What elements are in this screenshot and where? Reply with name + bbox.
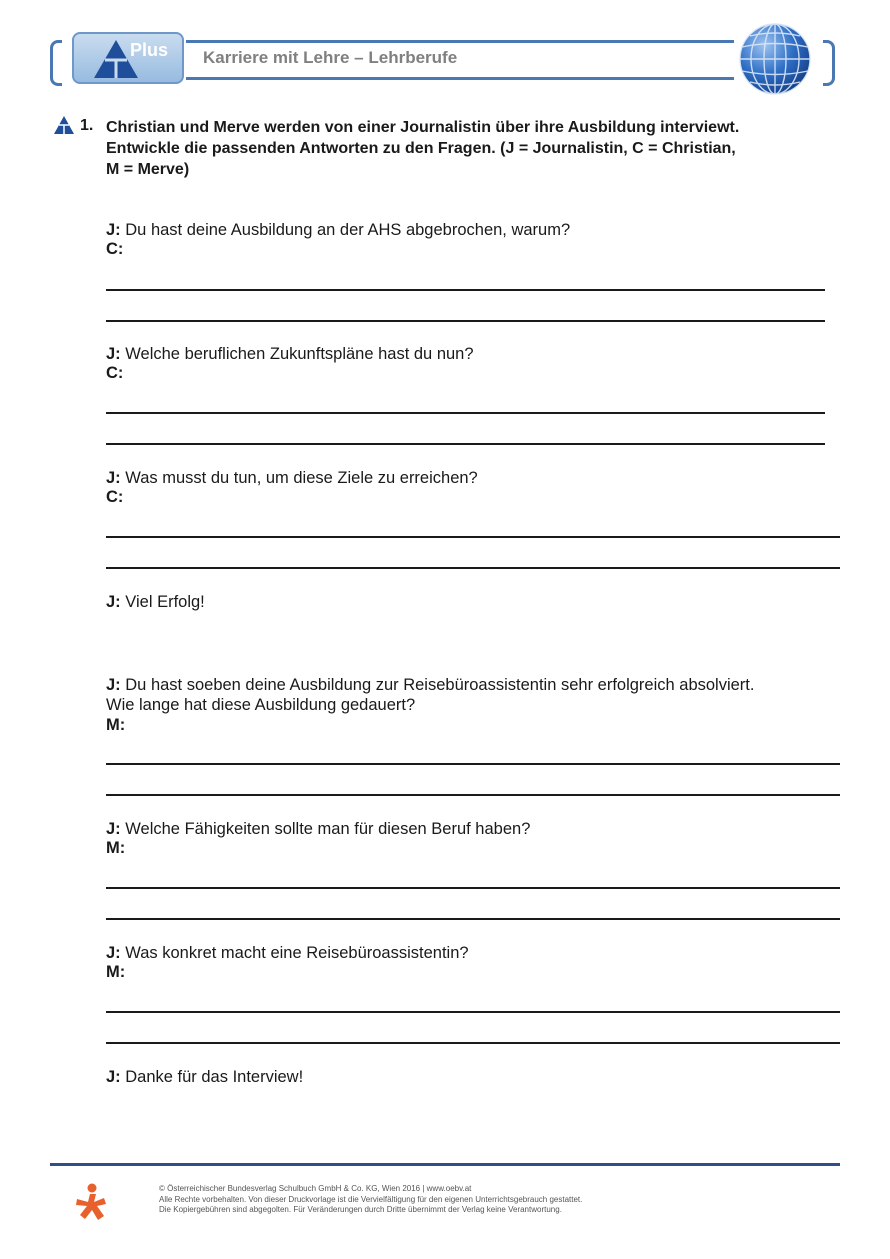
logo-text: Plus [130,40,169,60]
answer-label: M: [106,963,126,981]
question-text: Welche beruflichen Zukunftspläne hast du nun? [125,345,474,363]
header-bracket-right [823,40,835,86]
speaker-label: J: [106,593,121,611]
footer-divider [50,1163,840,1166]
header-top-line [186,40,734,43]
footer-line: © Österreichischer Bundesverlag Schulbuch GmbH & Co. KG, Wien 2016 | www.oebv.at [159,1184,472,1193]
page-title: Karriere mit Lehre – Lehrberufe [203,48,458,67]
speaker-label: J: [106,345,121,363]
interview-question-6 [106,819,846,839]
answer-line[interactable] [106,887,840,889]
answer-line[interactable] [106,289,825,291]
answer-line[interactable] [106,412,825,414]
question-text: Viel Erfolg! [125,593,205,611]
question-text: Was konkret macht eine Reisebüroassistentin? [125,944,469,962]
answer-line[interactable] [106,1011,840,1013]
answer-line[interactable] [106,320,825,322]
task-instruction-line: Entwickle die passenden Antworten zu den Fragen. (J = Journalistin, C = Christian, [106,140,736,157]
answer-label: C: [106,240,124,258]
speaker-label: J: [106,676,121,694]
answer-line[interactable] [106,763,840,765]
answer-line[interactable] [106,794,840,796]
interview-question-8 [106,1067,846,1087]
question-text: Was musst du tun, um diese Ziele zu erreichen? [125,469,478,487]
answer-line[interactable] [106,443,825,445]
interview-question-2 [106,344,846,364]
interview-question-7 [106,943,846,963]
task-instruction-line: M = Merve) [106,161,190,178]
header-bottom-line [186,77,734,80]
answer-label: M: [106,716,126,734]
task-triangle-icon [54,116,74,134]
task-number: 1. [80,117,94,134]
speaker-label: J: [106,820,121,838]
answer-label: M: [106,839,126,857]
footer-line: Die Kopiergebühren sind abgegolten. Für Veränderungen durch Dritte übernimmt der Verlag keine Verantwortung. [159,1205,562,1214]
speaker-label: J: [106,1068,121,1086]
answer-label: C: [106,364,124,382]
speaker-label: J: [106,944,121,962]
footer-copyright [159,1184,582,1216]
question-text: Du hast soeben deine Ausbildung zur Reisebüroassistentin sehr erfolgreich absolviert. [125,676,755,694]
question-text: Welche Fähigkeiten sollte man für diesen Beruf haben? [125,820,531,838]
task-instruction [106,117,826,180]
answer-line[interactable] [106,536,840,538]
interview-question-1 [106,220,846,240]
answer-label: C: [106,488,124,506]
answer-line[interactable] [106,567,840,569]
globe-icon [738,22,812,96]
footer-line: Alle Rechte vorbehalten. Von dieser Druckvorlage ist die Vervielfältigung für den eigenen Unterrichtsgebrauch gestattet. [159,1194,583,1204]
interview-question-3 [106,468,846,488]
question-text: Du hast deine Ausbildung an der AHS abgebrochen, warum? [125,221,571,239]
speaker-label: J: [106,469,121,487]
answer-line[interactable] [106,918,840,920]
speaker-label: J: [106,221,121,239]
header-bracket-left [50,40,62,86]
question-text-continued: Wie lange hat diese Ausbildung gedauert? [106,696,416,714]
plus-logo [72,32,184,84]
interview-question-4 [106,592,846,612]
question-text: Danke für das Interview! [125,1068,304,1086]
interview-question-5 [106,675,846,715]
task-instruction-line: Christian und Merve werden von einer Journalistin über ihre Ausbildung interviewt. [106,119,740,136]
answer-line[interactable] [106,1042,840,1044]
publisher-logo-icon [70,1182,110,1222]
